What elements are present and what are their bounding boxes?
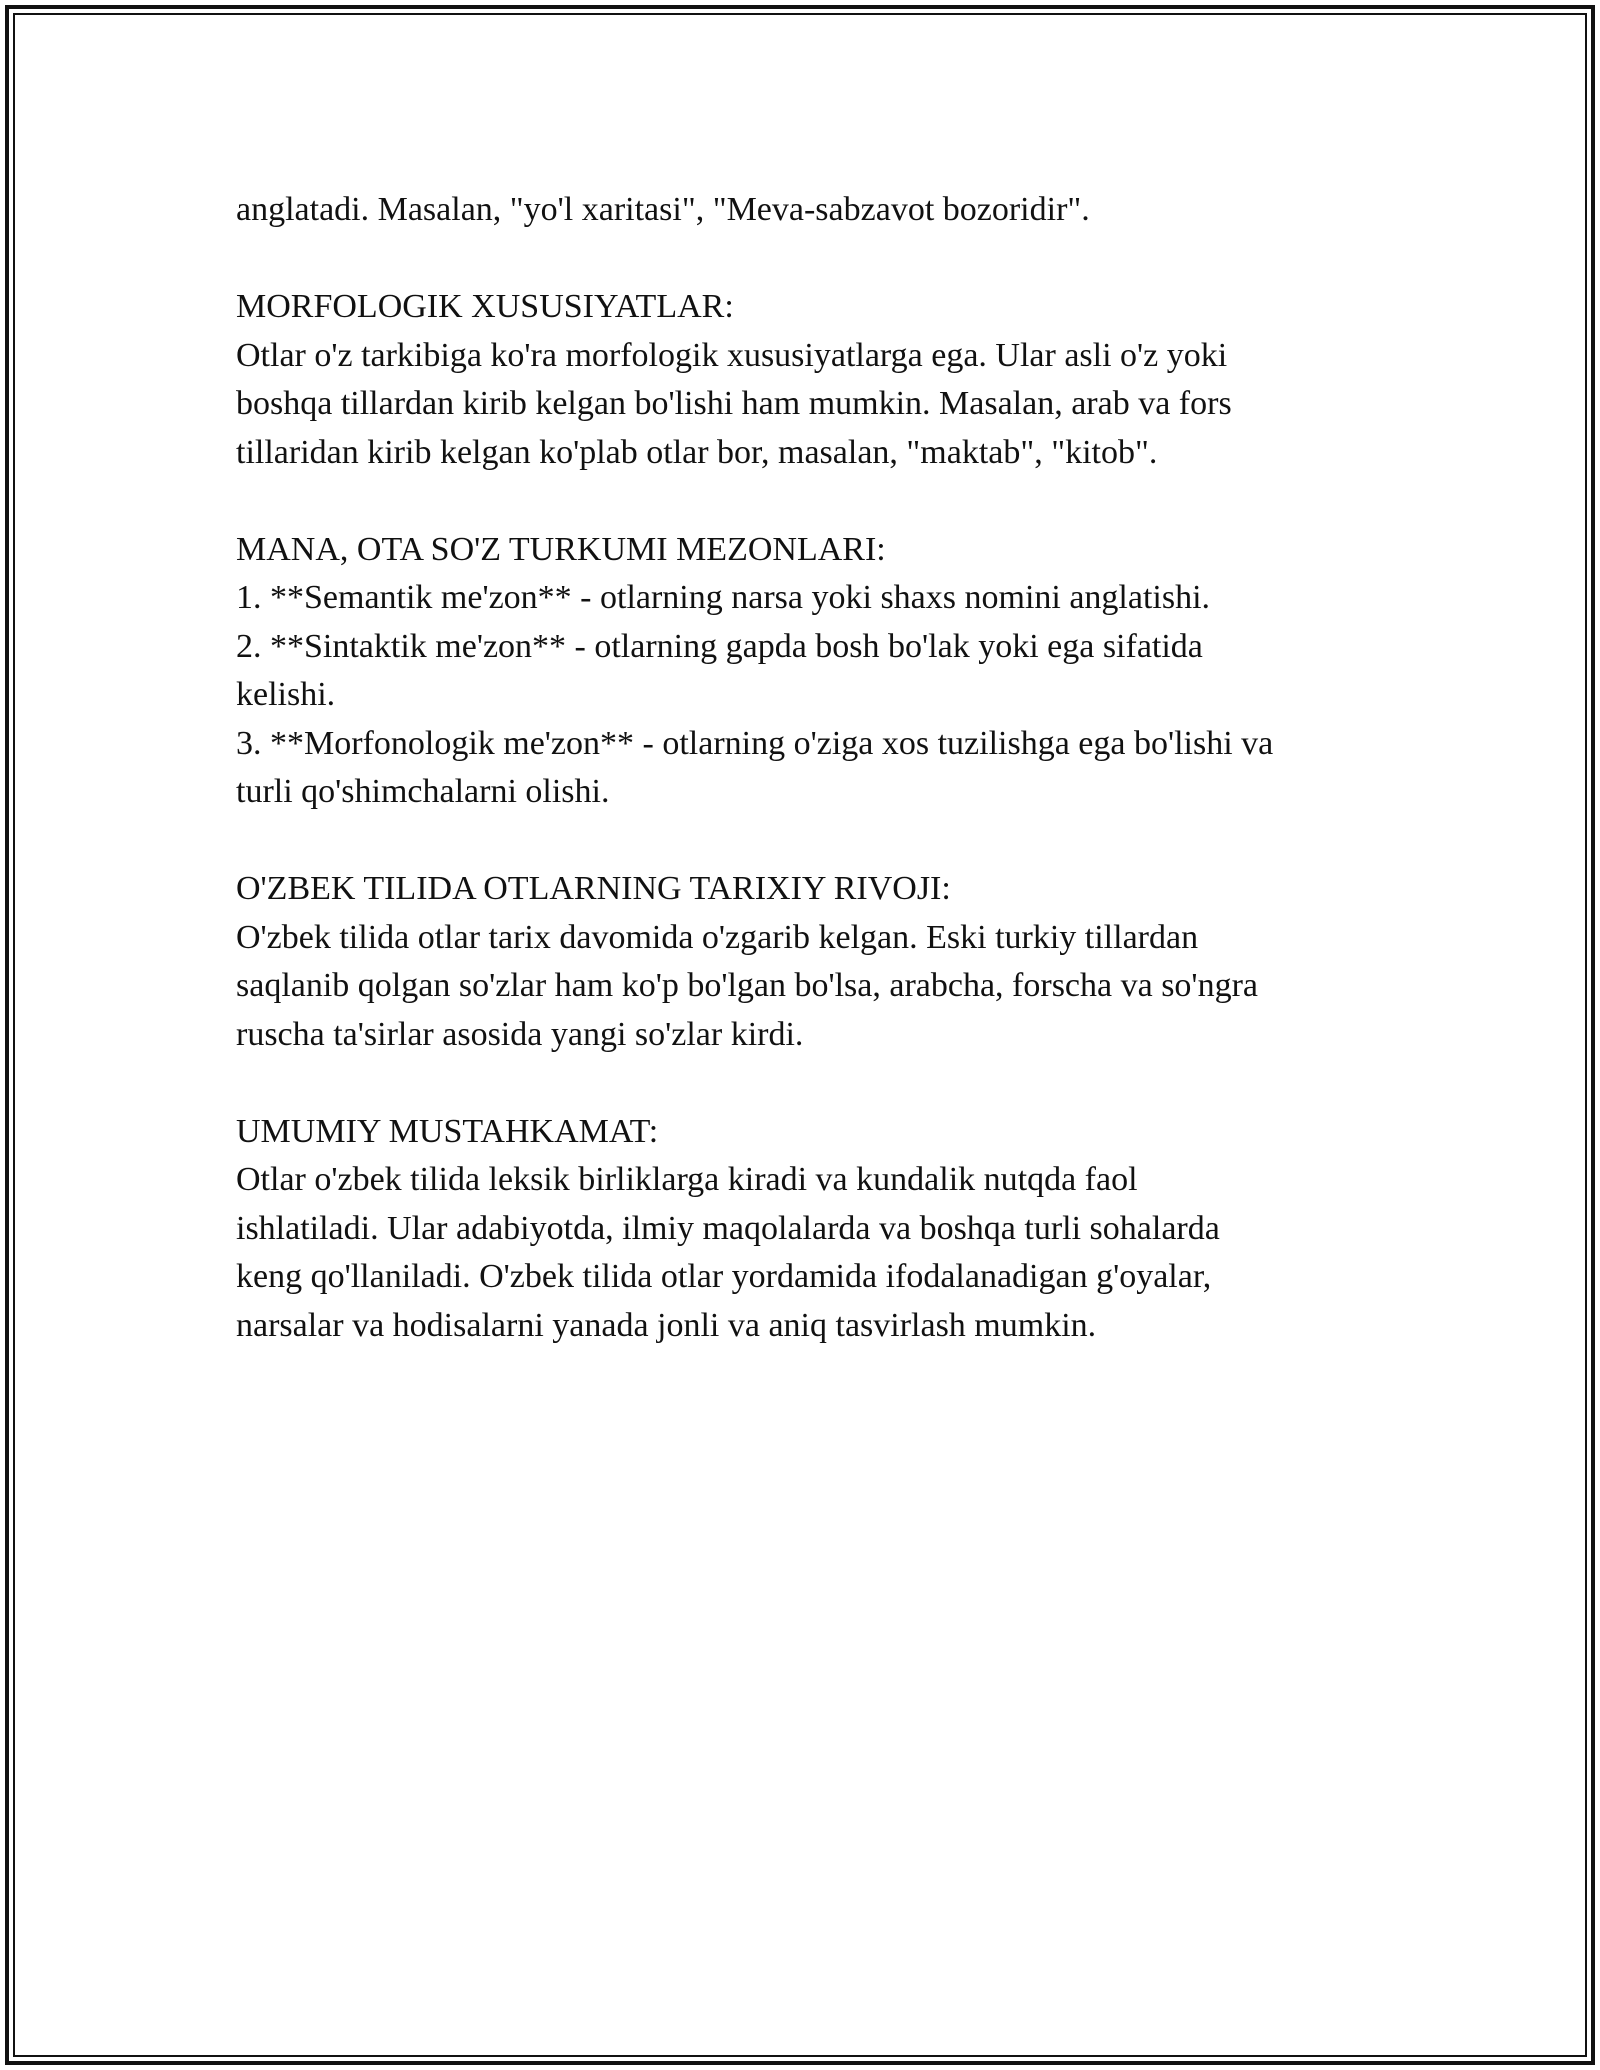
section-summary — [236, 1108, 1366, 1351]
list-item-line: turli qo'shimchalarni olishi. — [236, 773, 610, 810]
paragraph-line: ruscha ta'sirlar asosida yangi so'zlar kirdi. — [236, 1015, 804, 1053]
list-item-line: 1. **Semantik me'zon** - otlarning narsa yoki shaxs nomini anglatishi. — [236, 579, 1211, 616]
list-item — [236, 623, 1366, 720]
paragraph-line: tillaridan kirib kelgan ko'plab otlar bor, masalan, "maktab", "kitob". — [236, 433, 1158, 471]
paragraph-line: keng qo'llaniladi. O'zbek tilida otlar yordamida ifodalanadigan g'oyalar, — [236, 1258, 1212, 1295]
section-heading-morphology: MORFOLOGIK XUSUSIYATLAR: — [236, 288, 734, 325]
criteria-list — [236, 574, 1366, 817]
list-item-line: kelishi. — [236, 676, 336, 713]
section-criteria — [236, 526, 1366, 817]
document-body — [236, 186, 1366, 1399]
paragraph-line: O'zbek tilida otlar tarix davomida o'zgarib kelgan. Eski turkiy tillardan — [236, 918, 1199, 956]
paragraph-line: Otlar o'z tarkibiga ko'ra morfologik xususiyatlarga ega. Ular asli o'z yoki — [236, 336, 1228, 374]
paragraph-line: narsalar va hodisalarni yanada jonli va aniq tasvirlash mumkin. — [236, 1306, 1097, 1344]
paragraph-line: Otlar o'zbek tilida leksik birliklarga kiradi va kundalik nutqda faol — [236, 1161, 1138, 1198]
section-heading-criteria: MANA, OTA SO'Z TURKUMI MEZONLARI: — [236, 530, 886, 568]
list-item-line: 3. **Morfonologik me'zon** - otlarning o'ziga xos tuzilishga ega bo'lishi va — [236, 724, 1274, 762]
intro-line: anglatadi. Masalan, "yo'l xaritasi", "Meva-sabzavot bozoridir". — [236, 191, 1090, 228]
list-item-line: 2. **Sintaktik me'zon** - otlarning gapda bosh bo'lak yoki ega sifatida — [236, 627, 1203, 665]
section-history — [236, 865, 1366, 1059]
intro-paragraph — [236, 186, 1366, 235]
section-heading-summary: UMUMIY MUSTAHKAMAT: — [236, 1112, 659, 1150]
section-heading-history: O'ZBEK TILIDA OTLARNING TARIXIY RIVOJI: — [236, 870, 951, 907]
paragraph-line: ishlatiladi. Ular adabiyotda, ilmiy maqolalarda va boshqa turli sohalarda — [236, 1209, 1220, 1247]
paragraph-line: saqlanib qolgan so'zlar ham ko'p bo'lgan bo'lsa, arabcha, forscha va so'ngra — [236, 967, 1258, 1004]
list-item — [236, 574, 1366, 623]
section-morphology — [236, 283, 1366, 477]
paragraph-line: boshqa tillardan kirib kelgan bo'lishi ham mumkin. Masalan, arab va fors — [236, 385, 1232, 422]
list-item — [236, 720, 1366, 817]
